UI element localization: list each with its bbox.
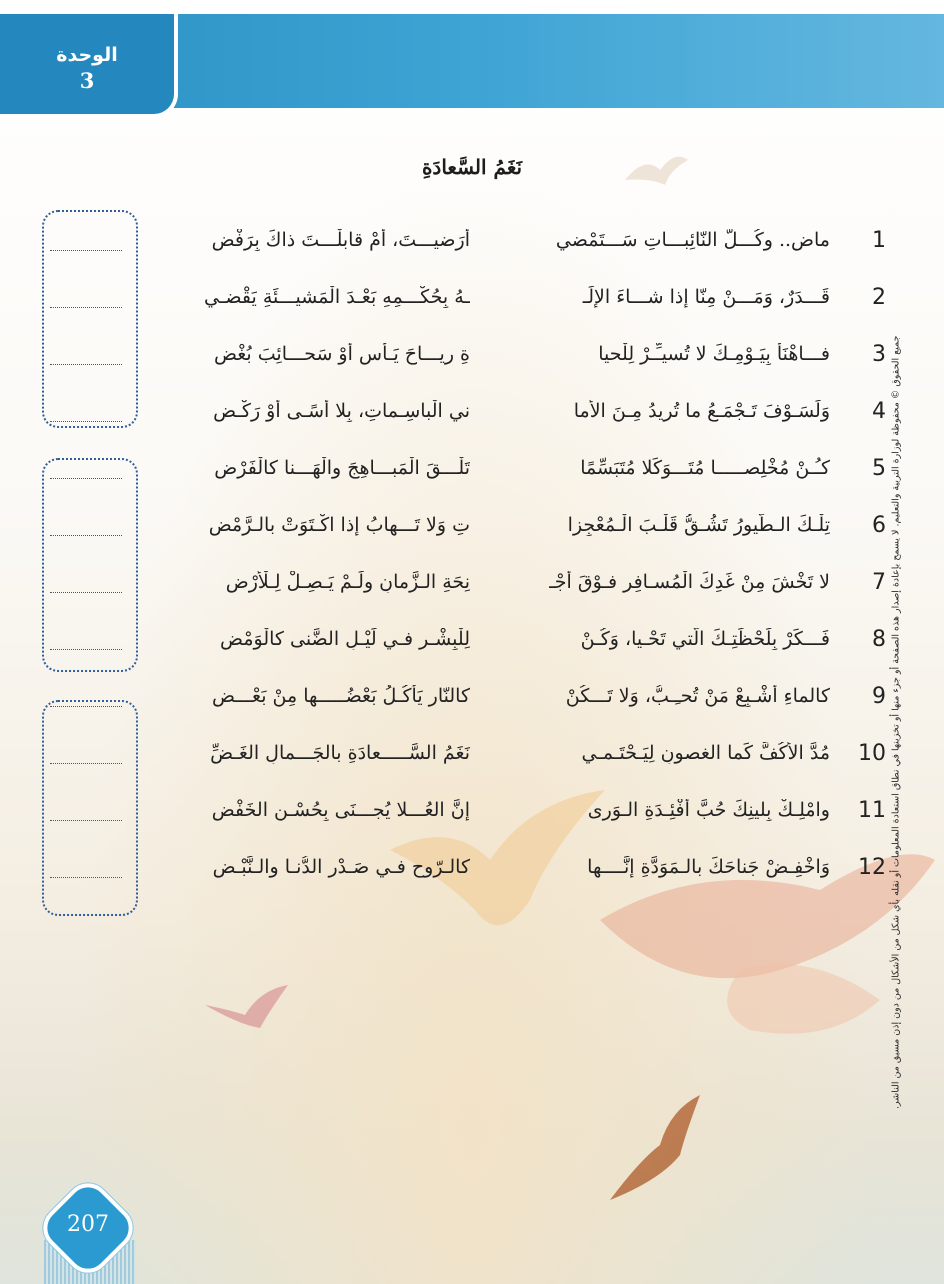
copyright-text: جميع الحقوق © محفوظة لوزارة التربية والتعليم. لا يسمح بإعادة إصدار هذه الصفحة أو جزء منها أو تخزينها في نطاق استعادة المعلومات أو نقله بأي شكل من الأشكال من دون إذن مسبق من الناشر.	[890, 335, 902, 1110]
page-number: 207	[67, 1212, 109, 1237]
verse-row	[0, 450, 944, 490]
verse-row	[0, 564, 944, 604]
answer-blank[interactable]	[50, 421, 122, 422]
verse-number: 10	[858, 741, 886, 766]
answer-blank[interactable]	[50, 649, 122, 650]
verse-number: 3	[872, 342, 886, 367]
answer-blank[interactable]	[50, 820, 122, 821]
poem-title: نَغَمُ السَّعادَةِ	[421, 155, 523, 179]
verse-second-hemistich: ةِ رِيـــاحَ يَـأْسٍ أَوْ سَحـــائِبَ بُغْضِ	[213, 343, 470, 365]
verse-second-hemistich: تَلْـــقَ الْمَبـــاهِجَ والْهَـــنا كالْفَرْضِ	[214, 457, 470, 479]
verse-first-hemistich: لا تَخْشَ مِنْ غَدِكَ الْمُسـافِرِ فـوْقَ أجْـ	[549, 571, 830, 593]
verse-first-hemistich: وَاخْفِـضْ جَناحَكَ بالـمَوَدَّةِ إنَّــــها	[587, 856, 830, 878]
answer-blank[interactable]	[50, 250, 122, 251]
verse-number: 11	[858, 798, 886, 823]
verse-second-hemistich: كالـرّوحِ فـي صَـدْرِ الدُّنـا والـنَّبْـضِ	[212, 856, 470, 878]
verse-first-hemistich: كـُـنْ مُخْلِصـــــا مُتَـــوَكِّلا مُتَبَسِّمًا	[580, 457, 830, 479]
verse-first-hemistich: قَـــدَرٌ، وَمَـــنْ مِنّا إذا شـــاءَ الإلَـ	[582, 286, 830, 308]
verse-row	[0, 507, 944, 547]
answer-blank[interactable]	[50, 307, 122, 308]
verse-number: 7	[872, 570, 886, 595]
verse-number: 9	[872, 684, 886, 709]
verse-row	[0, 393, 944, 433]
unit-number: 3	[79, 67, 95, 93]
verse-first-hemistich: فـــاهْنَأْ بِيَـوْمِـكَ لا تُسيـِّـرْ لِلْحيا	[598, 343, 830, 365]
bird-decoration	[600, 1090, 710, 1210]
verse-second-hemistich: نِحَةِ الـزَّمانِ ولَـمْ يَـصِـلْ لِـلْأَرْضِ	[225, 571, 470, 593]
verse-number: 8	[872, 627, 886, 652]
verse-second-hemistich: تِ وَلا تَـــهابُ إذا اكْـتَوَتْ بالـرَّمْضِ	[208, 514, 470, 536]
answer-blank[interactable]	[50, 706, 122, 707]
verse-second-hemistich: إنَّ العُـــلا يُجـــنَى بِحُسْـنِ الخَفْضِ	[211, 799, 470, 821]
answer-blank[interactable]	[50, 592, 122, 593]
answer-blank[interactable]	[50, 535, 122, 536]
answer-blank[interactable]	[50, 364, 122, 365]
verse-second-hemistich: ـهُ بِحُكْـــمِهِ بَعْـدَ الْمَشيـــئَةِ يَقْضـي	[204, 286, 470, 308]
unit-label: الوحدة	[56, 43, 118, 66]
verse-row	[0, 621, 944, 661]
verse-row	[0, 735, 944, 775]
verse-number: 1	[872, 228, 886, 253]
verse-first-hemistich: تِلْـكَ الـطُّيورُ تَشُـقُّ قَلْـبَ الْـمُعْجِزا	[567, 514, 830, 536]
copyright-notice	[876, 335, 902, 1110]
verse-number: 5	[872, 456, 886, 481]
verse-first-hemistich: كالماءِ أَشْـبِعْ مَنْ تُحـِـبُّ، وَلا تَـــكُنْ	[565, 685, 830, 707]
verse-row	[0, 849, 944, 889]
verse-first-hemistich: ماضٍ.. وكُـــلُّ النّائِبـــاتِ سَـــتَمْضي	[555, 229, 830, 251]
verse-row	[0, 336, 944, 376]
verse-number: 4	[872, 399, 886, 424]
bird-decoration	[200, 980, 290, 1040]
verse-number: 2	[872, 285, 886, 310]
verse-second-hemistich: كالنّارِ يَأْكُـلُ بَعْضُـــــها مِنْ بَعْـــضِ	[212, 685, 470, 707]
verse-number: 6	[872, 513, 886, 538]
verse-second-hemistich: نَغَمُ السَّـــــعادَةِ بالجَـــمالِ الغَـضِّ	[210, 742, 470, 764]
verse-second-hemistich: ني الْباسِـماتِ، بِلا أَسًـى أَوْ رَكْـضِ	[213, 400, 470, 422]
verse-row	[0, 678, 944, 718]
answer-blank[interactable]	[50, 478, 122, 479]
answer-blank[interactable]	[50, 763, 122, 764]
verse-first-hemistich: فَـــكِّرْ بِلَحْظَتِـكَ الَّتي تَحْـيا، وَكُـنْ	[580, 628, 830, 650]
answer-blank[interactable]	[50, 877, 122, 878]
verse-row	[0, 792, 944, 832]
verse-first-hemistich: وَلَسَـوْفَ تَـجْمَـعُ ما تُريدُ مِـنَ الأما	[573, 400, 830, 422]
verse-first-hemistich: مُدَّ الأَكُفَّ كَما الغصونِ لِيَـحْتَـمـي	[581, 742, 830, 764]
unit-tab	[0, 14, 178, 118]
verse-number: 12	[858, 855, 886, 880]
verse-second-hemistich: لِلْبِشْـرِ فـي لَيْـلِ الضَّنى كالْوَمْضِ	[220, 628, 470, 650]
verse-second-hemistich: أَرَضيـــتَ، أَمْ قابلْـــتَ ذاكَ بِرَفْضِ	[211, 229, 470, 251]
verse-row	[0, 279, 944, 319]
verse-first-hemistich: وامْلِـكْ بِلينِكَ حُبَّ أَفْئِـدَةِ الـوَرى	[587, 799, 830, 821]
verse-row	[0, 222, 944, 262]
